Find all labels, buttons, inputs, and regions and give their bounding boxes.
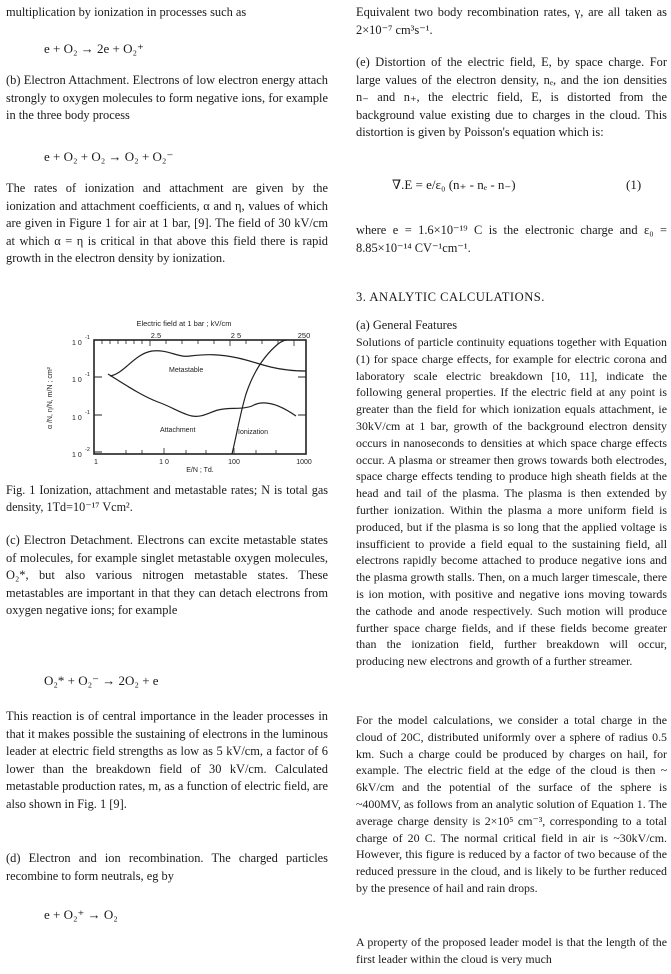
recombination-rates-text: Equivalent two body recombination rates, γ, are all taken as 2×10⁻⁷ cm³s⁻¹. bbox=[356, 5, 667, 37]
final-paragraph: A property of the proposed leader model is that the length of the first leader within the cloud is very much bbox=[356, 935, 667, 966]
space-charge-paragraph bbox=[356, 54, 667, 142]
equation-attachment: e + O₂ + O₂ → O₂ + O₂⁻ bbox=[44, 149, 174, 164]
top-tick-2: 2 5 bbox=[230, 331, 242, 340]
electron-attachment-title: (b) Electron Attachment. bbox=[6, 73, 130, 87]
equation-detachment: O₂* + O₂⁻ → 2O₂ + e bbox=[44, 673, 159, 688]
x-tick-2: 1 0 bbox=[159, 459, 169, 466]
x-tick-4: 1000 bbox=[296, 459, 312, 466]
electron-attachment-paragraph bbox=[6, 72, 328, 125]
space-charge-text: For large values of the electron density, nₑ, and the ion densities n₋ and n₊, the electric field, E, is distorted from the background value existing due to charges in the cloud. This distortion is given by Poisson's equation which is: bbox=[356, 55, 667, 139]
equation-recombination: e + O₂⁺ → O₂ bbox=[44, 907, 118, 922]
attachment-label: Attachment bbox=[160, 427, 196, 434]
x-tick-3: 100 bbox=[228, 459, 240, 466]
y-major-ticks bbox=[94, 340, 306, 452]
section-heading: 3. ANALYTIC CALCULATIONS. bbox=[356, 290, 545, 304]
recombination-title: (d) Electron and ion recombination. bbox=[6, 851, 204, 865]
figure-caption: Fig. 1 Ionization, attachment and metastable rates; N is total gas density, 1Td=10⁻¹⁷ Vcm². bbox=[6, 483, 328, 514]
top-tick-3: 250 bbox=[297, 331, 311, 340]
electron-detachment-text: Electrons can excite metastable states of molecules, for example singlet metastable oxygen molecules, O₂*, but also various nitrogen metastable states. These metastables are important in that they can detach electrons from oxygen negative ions; for example bbox=[6, 533, 328, 617]
y-axis-label: α /N, η/N, m/N ; cm² bbox=[47, 367, 54, 429]
top-tick-1: 2.5 bbox=[150, 331, 162, 340]
y-tick-4: 1 0 bbox=[72, 452, 82, 459]
attachment-curve bbox=[108, 374, 296, 416]
electron-detachment-paragraph bbox=[6, 532, 328, 620]
constants-text: where e = 1.6×10⁻¹⁹ C is the electronic charge and ε₀ = 8.85×10⁻¹⁴ CV⁻¹cm⁻¹. bbox=[356, 223, 667, 255]
x-axis-label: E/N ; Td. bbox=[186, 467, 214, 474]
y-tick-3: 1 0 bbox=[72, 415, 82, 422]
equation-number: (1) bbox=[626, 177, 642, 192]
figure-1-chart bbox=[6, 314, 328, 474]
general-features-title: (a) General Features bbox=[356, 318, 458, 332]
electron-attachment-text: Electrons of low electron energy attach strongly to oxygen molecules to form negative ions, for example in the three body process bbox=[6, 73, 328, 122]
metastable-label: Metastable bbox=[169, 367, 204, 374]
equation-ionization: e + O₂ → 2e + O₂⁺ bbox=[44, 41, 144, 56]
plot-frame bbox=[94, 340, 306, 454]
recombination-text: The charged particles recombine to form neutrals, eg by bbox=[6, 851, 328, 883]
space-charge-title: (e) Distortion of the electric field, E, by space charge. bbox=[356, 55, 645, 69]
model-paragraph: For the model calculations, we consider a total charge in the cloud of 20C, distributed uniformly over a sphere of radius 0.5 km. Such a charge could be produced by charges on hail, for example. The electric field at the edge of the cloud is then ~ 6kV/cm and the potential of the surface of the sphere is ~400MV, as follows from an analytic solution of Equation 1. The average charge density is 2×10⁵ cm⁻³, corresponding to a total charge of 20 C. The normal critical field in air is ~30kV/cm. However, this figure is reduced by a factor of two because of the reduced pressure in the cloud, and is likely to be further reduced by the presence of hail and rain drops. bbox=[356, 713, 667, 895]
y-exp-2: -1 bbox=[85, 372, 90, 378]
ionization-label: Ionization bbox=[238, 429, 268, 436]
x-tick-1: 1 bbox=[94, 459, 98, 466]
figure-title: Electric field at 1 bar ; kV/cm bbox=[136, 319, 232, 328]
y-tick-2: 1 0 bbox=[72, 377, 82, 384]
ionization-curve bbox=[232, 340, 287, 454]
y-exp-4: -2 bbox=[85, 447, 90, 453]
reaction-paragraph: This reaction is of central importance in the leader processes in that it makes possible the sustaining of electrons in the luminous leader at electric field strengths as low as 5 kV/cm, a factor of 6 lower than the breakdown field of 30 kV/cm. Calculated metastable production rates, m, as a function of electric field, are also shown in Fig. 1 [9]. bbox=[6, 709, 328, 811]
metastable-curve bbox=[110, 351, 306, 376]
y-exp-1: -1 bbox=[85, 335, 90, 341]
y-tick-1: 1 0 bbox=[72, 340, 82, 347]
electron-detachment-title: (c) Electron Detachment. bbox=[6, 533, 134, 547]
recombination-paragraph bbox=[6, 850, 328, 885]
poisson-equation: ∇.E = e/ε₀ (n₊ - nₑ - n₋) bbox=[392, 177, 516, 192]
y-exp-3: -1 bbox=[85, 410, 90, 416]
intro-text: multiplication by ionization in processes such as bbox=[6, 5, 247, 19]
rates-paragraph: The rates of ionization and attachment are given by the ionization and attachment coefficients, α and η, values of which are given in Figure 1 for air at 1 bar, [9]. The field of 30 kV/cm at which α = η is critical in that above this field there is rapid growth in the electron density by ionization. bbox=[6, 181, 328, 265]
general-features-text: Solutions of particle continuity equations together with Equation (1) for space charge effects, for example for electric corona and laboratory scale electric breakdown [10, 11], indicate the following general properties. If the electric field at any point is greater than the field for which ionization equals attachment, ie 30kV/cm at 1 bar, growth of the background electron density occurs in nanoseconds to densities at which space charge effects occur. A plasma or streamer then grows towards both electrodes, space charge effects tending to produce high sheath fields at the head and tail of the plasma. The plasma is then extended by further ionization. Within the plasma a more uniform field is produced, but if the plasma is so long that the applied voltage is insufficient to provide a field equal to the sustaining field, all electrons rapidly become attached to produce negative ions and the plasma growth stalls. Then, on a much larger timescale, there is ion motion, with positive and negative ions moving towards the cathode and anode respectively. Such motion will produce further space charge fields, and if these fields become greater than the ionization field, further breakdown will occur, producing new electrons and growth of a further streamer. bbox=[356, 335, 667, 669]
